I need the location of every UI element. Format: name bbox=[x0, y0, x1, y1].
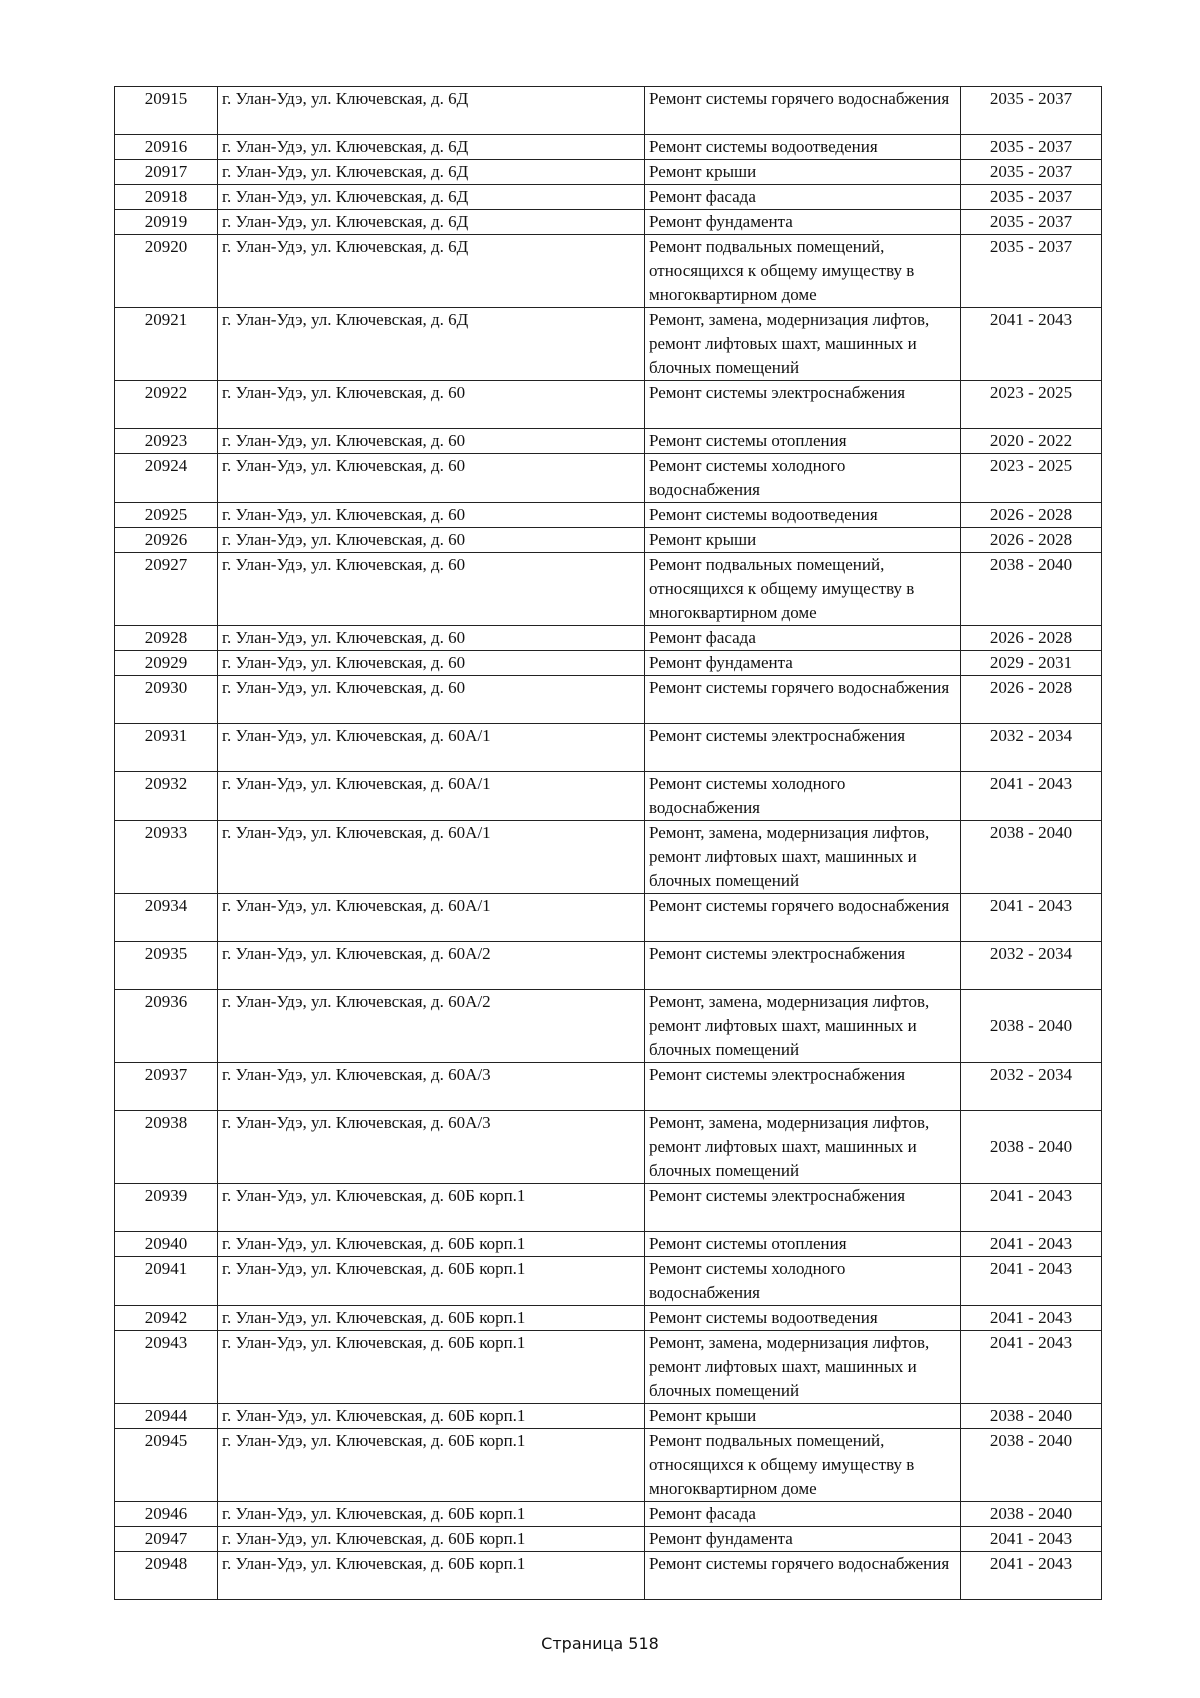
work-type-cell: Ремонт системы горячего водоснабжения bbox=[645, 676, 961, 724]
works-table bbox=[114, 86, 1102, 1600]
row-number: 20928 bbox=[115, 626, 218, 651]
work-type-cell: Ремонт системы водоотведения bbox=[645, 503, 961, 528]
address-cell: г. Улан-Удэ, ул. Ключевская, д. 60Б корп.1 bbox=[218, 1552, 645, 1600]
table-row bbox=[115, 210, 1102, 235]
period-cell: 2041 - 2043 bbox=[961, 1552, 1102, 1600]
period-cell: 2035 - 2037 bbox=[961, 135, 1102, 160]
work-type-cell: Ремонт системы электроснабжения bbox=[645, 381, 961, 429]
row-number: 20933 bbox=[115, 821, 218, 894]
period-cell: 2038 - 2040 bbox=[961, 553, 1102, 626]
work-type-cell: Ремонт системы электроснабжения bbox=[645, 1063, 961, 1111]
table-row bbox=[115, 894, 1102, 942]
table-row bbox=[115, 454, 1102, 503]
work-type-cell: Ремонт системы электроснабжения bbox=[645, 724, 961, 772]
row-number: 20934 bbox=[115, 894, 218, 942]
row-number: 20939 bbox=[115, 1184, 218, 1232]
row-number: 20945 bbox=[115, 1429, 218, 1502]
period-cell: 2038 - 2040 bbox=[961, 1429, 1102, 1502]
table-row bbox=[115, 1502, 1102, 1527]
table-row bbox=[115, 724, 1102, 772]
table-row bbox=[115, 185, 1102, 210]
row-number: 20936 bbox=[115, 990, 218, 1063]
table-row bbox=[115, 87, 1102, 135]
address-cell: г. Улан-Удэ, ул. Ключевская, д. 60А/1 bbox=[218, 772, 645, 821]
row-number: 20916 bbox=[115, 135, 218, 160]
table-row bbox=[115, 528, 1102, 553]
period-cell: 2041 - 2043 bbox=[961, 1527, 1102, 1552]
work-type-cell: Ремонт системы водоотведения bbox=[645, 1306, 961, 1331]
row-number: 20937 bbox=[115, 1063, 218, 1111]
work-type-cell: Ремонт системы холодного водоснабжения bbox=[645, 454, 961, 503]
work-type-cell: Ремонт крыши bbox=[645, 528, 961, 553]
work-type-cell: Ремонт системы электроснабжения bbox=[645, 1184, 961, 1232]
period-cell: 2041 - 2043 bbox=[961, 1257, 1102, 1306]
table-row bbox=[115, 135, 1102, 160]
address-cell: г. Улан-Удэ, ул. Ключевская, д. 60 bbox=[218, 651, 645, 676]
table-row bbox=[115, 651, 1102, 676]
address-cell: г. Улан-Удэ, ул. Ключевская, д. 60 bbox=[218, 676, 645, 724]
period-cell: 2038 - 2040 bbox=[961, 1111, 1102, 1184]
address-cell: г. Улан-Удэ, ул. Ключевская, д. 6Д bbox=[218, 160, 645, 185]
work-type-cell: Ремонт системы холодного водоснабжения bbox=[645, 1257, 961, 1306]
address-cell: г. Улан-Удэ, ул. Ключевская, д. 60Б корп.1 bbox=[218, 1502, 645, 1527]
work-type-cell: Ремонт фундамента bbox=[645, 210, 961, 235]
work-type-cell: Ремонт системы холодного водоснабжения bbox=[645, 772, 961, 821]
address-cell: г. Улан-Удэ, ул. Ключевская, д. 60А/3 bbox=[218, 1063, 645, 1111]
row-number: 20921 bbox=[115, 308, 218, 381]
address-cell: г. Улан-Удэ, ул. Ключевская, д. 60Б корп.1 bbox=[218, 1306, 645, 1331]
address-cell: г. Улан-Удэ, ул. Ключевская, д. 6Д bbox=[218, 87, 645, 135]
row-number: 20946 bbox=[115, 1502, 218, 1527]
table-row bbox=[115, 235, 1102, 308]
address-cell: г. Улан-Удэ, ул. Ключевская, д. 60А/2 bbox=[218, 942, 645, 990]
row-number: 20925 bbox=[115, 503, 218, 528]
table-row bbox=[115, 821, 1102, 894]
work-type-cell: Ремонт фасада bbox=[645, 1502, 961, 1527]
period-cell: 2038 - 2040 bbox=[961, 990, 1102, 1063]
period-cell: 2026 - 2028 bbox=[961, 676, 1102, 724]
period-cell: 2032 - 2034 bbox=[961, 1063, 1102, 1111]
table-row bbox=[115, 381, 1102, 429]
row-number: 20942 bbox=[115, 1306, 218, 1331]
table-row bbox=[115, 1404, 1102, 1429]
row-number: 20924 bbox=[115, 454, 218, 503]
work-type-cell: Ремонт, замена, модернизация лифтов, ремонт лифтовых шахт, машинных и блочных помещений bbox=[645, 1111, 961, 1184]
table-row bbox=[115, 553, 1102, 626]
works-table-body bbox=[115, 87, 1102, 1600]
row-number: 20923 bbox=[115, 429, 218, 454]
address-cell: г. Улан-Удэ, ул. Ключевская, д. 60Б корп.1 bbox=[218, 1257, 645, 1306]
address-cell: г. Улан-Удэ, ул. Ключевская, д. 60Б корп.1 bbox=[218, 1232, 645, 1257]
row-number: 20915 bbox=[115, 87, 218, 135]
period-cell: 2020 - 2022 bbox=[961, 429, 1102, 454]
row-number: 20927 bbox=[115, 553, 218, 626]
work-type-cell: Ремонт подвальных помещений, относящихся к общему имуществу в многоквартирном доме bbox=[645, 553, 961, 626]
table-row bbox=[115, 626, 1102, 651]
address-cell: г. Улан-Удэ, ул. Ключевская, д. 60 bbox=[218, 626, 645, 651]
address-cell: г. Улан-Удэ, ул. Ключевская, д. 60 bbox=[218, 381, 645, 429]
address-cell: г. Улан-Удэ, ул. Ключевская, д. 60Б корп.1 bbox=[218, 1184, 645, 1232]
table-row bbox=[115, 942, 1102, 990]
period-cell: 2035 - 2037 bbox=[961, 210, 1102, 235]
work-type-cell: Ремонт системы горячего водоснабжения bbox=[645, 87, 961, 135]
table-row bbox=[115, 1257, 1102, 1306]
table-row bbox=[115, 308, 1102, 381]
address-cell: г. Улан-Удэ, ул. Ключевская, д. 60А/1 bbox=[218, 724, 645, 772]
work-type-cell: Ремонт системы отопления bbox=[645, 1232, 961, 1257]
period-cell: 2035 - 2037 bbox=[961, 87, 1102, 135]
row-number: 20919 bbox=[115, 210, 218, 235]
table-row bbox=[115, 1306, 1102, 1331]
period-cell: 2038 - 2040 bbox=[961, 1502, 1102, 1527]
period-cell: 2041 - 2043 bbox=[961, 772, 1102, 821]
address-cell: г. Улан-Удэ, ул. Ключевская, д. 6Д bbox=[218, 308, 645, 381]
table-row bbox=[115, 1111, 1102, 1184]
address-cell: г. Улан-Удэ, ул. Ключевская, д. 6Д bbox=[218, 210, 645, 235]
table-row bbox=[115, 1527, 1102, 1552]
table-row bbox=[115, 1063, 1102, 1111]
address-cell: г. Улан-Удэ, ул. Ключевская, д. 60 bbox=[218, 503, 645, 528]
work-type-cell: Ремонт системы горячего водоснабжения bbox=[645, 1552, 961, 1600]
address-cell: г. Улан-Удэ, ул. Ключевская, д. 60А/2 bbox=[218, 990, 645, 1063]
period-cell: 2026 - 2028 bbox=[961, 626, 1102, 651]
period-cell: 2041 - 2043 bbox=[961, 894, 1102, 942]
work-type-cell: Ремонт фасада bbox=[645, 626, 961, 651]
row-number: 20948 bbox=[115, 1552, 218, 1600]
row-number: 20943 bbox=[115, 1331, 218, 1404]
work-type-cell: Ремонт фундамента bbox=[645, 1527, 961, 1552]
row-number: 20920 bbox=[115, 235, 218, 308]
table-row bbox=[115, 1331, 1102, 1404]
address-cell: г. Улан-Удэ, ул. Ключевская, д. 60 bbox=[218, 454, 645, 503]
table-row bbox=[115, 503, 1102, 528]
address-cell: г. Улан-Удэ, ул. Ключевская, д. 60Б корп.1 bbox=[218, 1527, 645, 1552]
work-type-cell: Ремонт подвальных помещений, относящихся к общему имуществу в многоквартирном доме bbox=[645, 235, 961, 308]
address-cell: г. Улан-Удэ, ул. Ключевская, д. 6Д bbox=[218, 135, 645, 160]
period-cell: 2035 - 2037 bbox=[961, 185, 1102, 210]
address-cell: г. Улан-Удэ, ул. Ключевская, д. 60Б корп.1 bbox=[218, 1331, 645, 1404]
table-row bbox=[115, 676, 1102, 724]
period-cell: 2023 - 2025 bbox=[961, 454, 1102, 503]
work-type-cell: Ремонт фундамента bbox=[645, 651, 961, 676]
row-number: 20931 bbox=[115, 724, 218, 772]
period-cell: 2026 - 2028 bbox=[961, 503, 1102, 528]
row-number: 20941 bbox=[115, 1257, 218, 1306]
period-cell: 2041 - 2043 bbox=[961, 1232, 1102, 1257]
table-row bbox=[115, 429, 1102, 454]
work-type-cell: Ремонт, замена, модернизация лифтов, ремонт лифтовых шахт, машинных и блочных помещений bbox=[645, 1331, 961, 1404]
row-number: 20930 bbox=[115, 676, 218, 724]
work-type-cell: Ремонт системы водоотведения bbox=[645, 135, 961, 160]
row-number: 20944 bbox=[115, 1404, 218, 1429]
period-cell: 2032 - 2034 bbox=[961, 942, 1102, 990]
work-type-cell: Ремонт, замена, модернизация лифтов, ремонт лифтовых шахт, машинных и блочных помещений bbox=[645, 821, 961, 894]
period-cell: 2023 - 2025 bbox=[961, 381, 1102, 429]
table-row bbox=[115, 1232, 1102, 1257]
work-type-cell: Ремонт крыши bbox=[645, 160, 961, 185]
table-row bbox=[115, 160, 1102, 185]
period-cell: 2032 - 2034 bbox=[961, 724, 1102, 772]
page-number: Страница 518 bbox=[541, 1634, 659, 1653]
period-cell: 2026 - 2028 bbox=[961, 528, 1102, 553]
period-cell: 2035 - 2037 bbox=[961, 160, 1102, 185]
work-type-cell: Ремонт фасада bbox=[645, 185, 961, 210]
work-type-cell: Ремонт системы отопления bbox=[645, 429, 961, 454]
address-cell: г. Улан-Удэ, ул. Ключевская, д. 6Д bbox=[218, 235, 645, 308]
row-number: 20926 bbox=[115, 528, 218, 553]
address-cell: г. Улан-Удэ, ул. Ключевская, д. 60 bbox=[218, 429, 645, 454]
row-number: 20922 bbox=[115, 381, 218, 429]
period-cell: 2041 - 2043 bbox=[961, 308, 1102, 381]
row-number: 20947 bbox=[115, 1527, 218, 1552]
table-row bbox=[115, 772, 1102, 821]
period-cell: 2035 - 2037 bbox=[961, 235, 1102, 308]
address-cell: г. Улан-Удэ, ул. Ключевская, д. 60Б корп.1 bbox=[218, 1429, 645, 1502]
row-number: 20918 bbox=[115, 185, 218, 210]
row-number: 20917 bbox=[115, 160, 218, 185]
address-cell: г. Улан-Удэ, ул. Ключевская, д. 60А/1 bbox=[218, 894, 645, 942]
row-number: 20935 bbox=[115, 942, 218, 990]
period-cell: 2041 - 2043 bbox=[961, 1331, 1102, 1404]
address-cell: г. Улан-Удэ, ул. Ключевская, д. 60А/3 bbox=[218, 1111, 645, 1184]
period-cell: 2029 - 2031 bbox=[961, 651, 1102, 676]
row-number: 20938 bbox=[115, 1111, 218, 1184]
work-type-cell: Ремонт подвальных помещений, относящихся к общему имуществу в многоквартирном доме bbox=[645, 1429, 961, 1502]
period-cell: 2038 - 2040 bbox=[961, 821, 1102, 894]
row-number: 20929 bbox=[115, 651, 218, 676]
period-cell: 2041 - 2043 bbox=[961, 1184, 1102, 1232]
address-cell: г. Улан-Удэ, ул. Ключевская, д. 60Б корп.1 bbox=[218, 1404, 645, 1429]
table-row bbox=[115, 1429, 1102, 1502]
period-cell: 2041 - 2043 bbox=[961, 1306, 1102, 1331]
address-cell: г. Улан-Удэ, ул. Ключевская, д. 60 bbox=[218, 528, 645, 553]
row-number: 20940 bbox=[115, 1232, 218, 1257]
table-row bbox=[115, 1184, 1102, 1232]
work-type-cell: Ремонт крыши bbox=[645, 1404, 961, 1429]
table-row bbox=[115, 1552, 1102, 1600]
address-cell: г. Улан-Удэ, ул. Ключевская, д. 60 bbox=[218, 553, 645, 626]
work-type-cell: Ремонт, замена, модернизация лифтов, ремонт лифтовых шахт, машинных и блочных помещений bbox=[645, 990, 961, 1063]
address-cell: г. Улан-Удэ, ул. Ключевская, д. 60А/1 bbox=[218, 821, 645, 894]
period-cell: 2038 - 2040 bbox=[961, 1404, 1102, 1429]
row-number: 20932 bbox=[115, 772, 218, 821]
work-type-cell: Ремонт системы горячего водоснабжения bbox=[645, 894, 961, 942]
work-type-cell: Ремонт системы электроснабжения bbox=[645, 942, 961, 990]
address-cell: г. Улан-Удэ, ул. Ключевская, д. 6Д bbox=[218, 185, 645, 210]
work-type-cell: Ремонт, замена, модернизация лифтов, ремонт лифтовых шахт, машинных и блочных помещений bbox=[645, 308, 961, 381]
table-row bbox=[115, 990, 1102, 1063]
